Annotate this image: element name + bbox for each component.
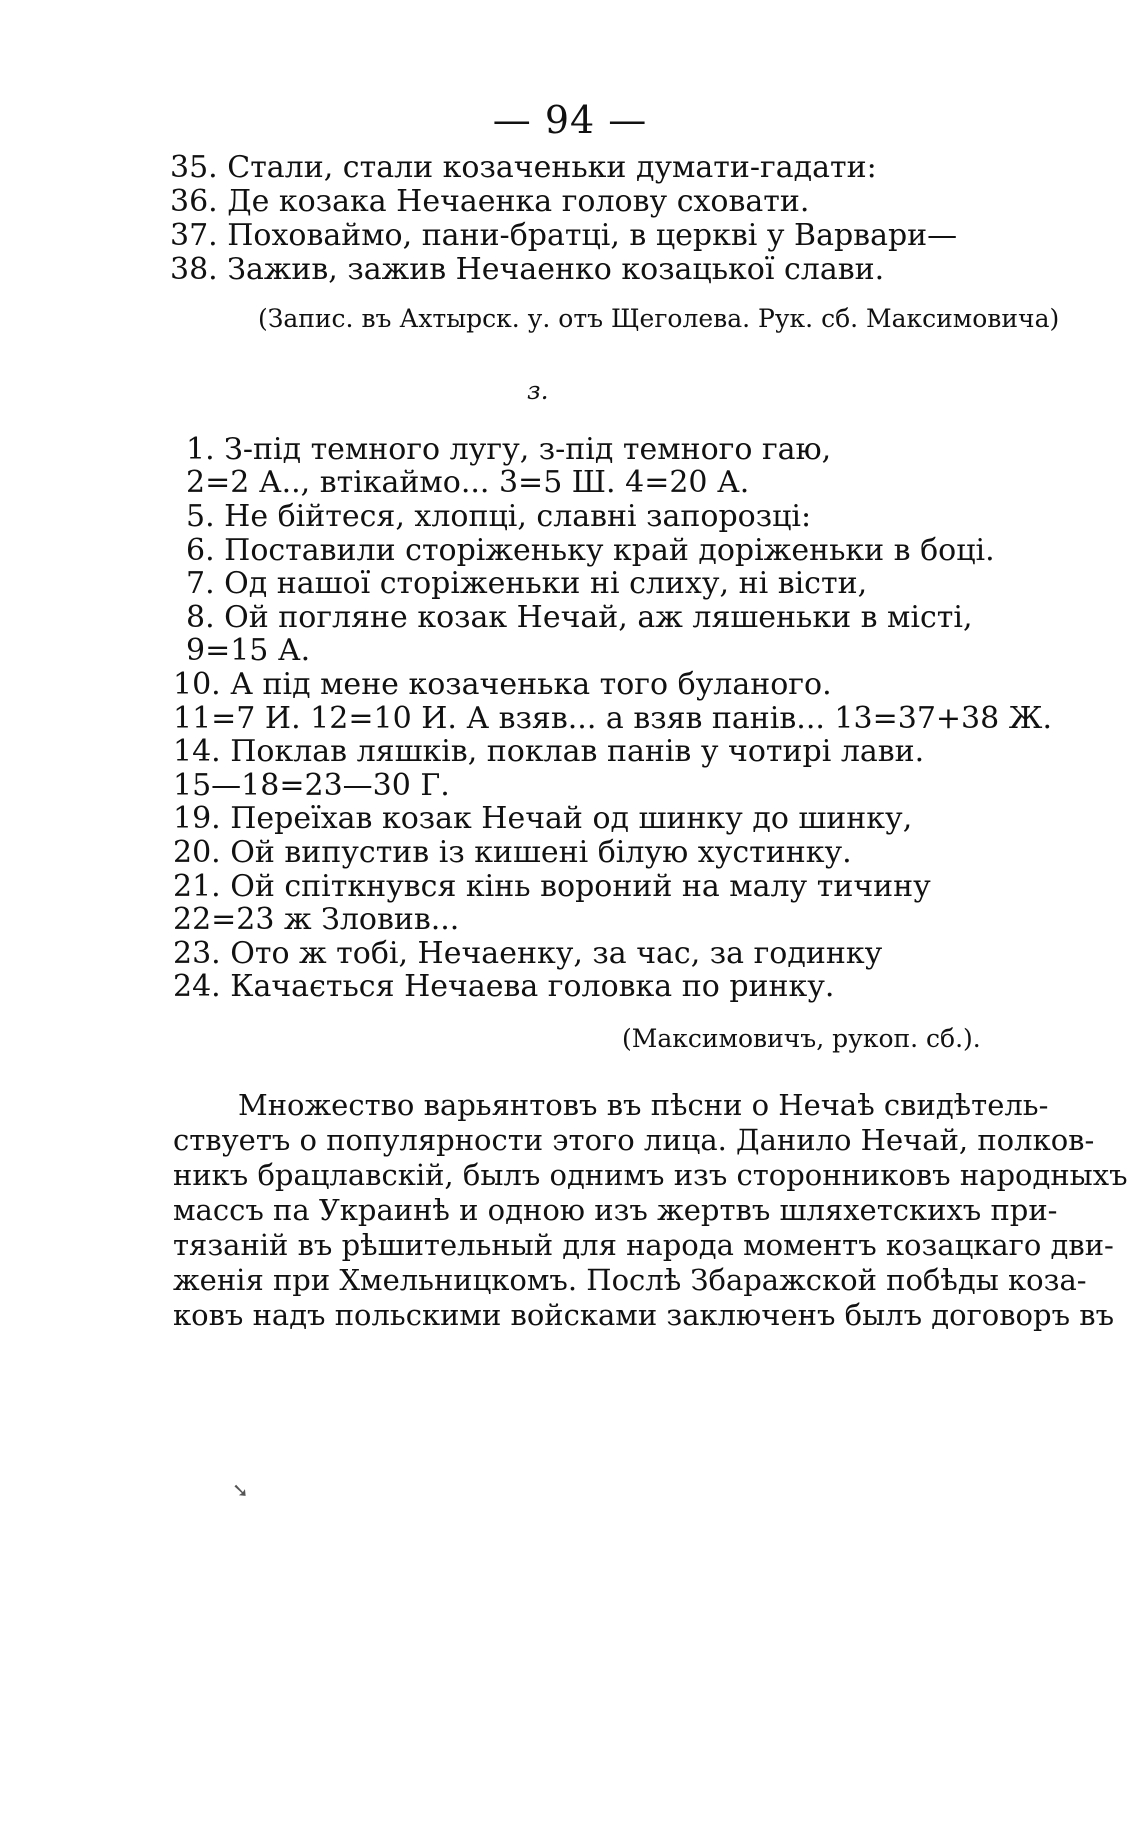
paragraph-line: массъ па Украинѣ и одною изъ жертвъ шляхетскихъ при- (173, 1193, 1058, 1227)
verse-line: 11=7 И. 12=10 И. А взяв... а взяв панів... 13=37+38 Ж. (173, 701, 1052, 736)
verse-line: 37. Поховаймо, пани-братці, в церкві у Варвари— (170, 218, 958, 253)
verse-line: 2=2 А.., втікаймо... 3=5 Ш. 4=20 А. (186, 465, 750, 500)
verse-line: 22=23 ж Зловив... (173, 902, 460, 937)
verse-line: 8. Ой погляне козак Нечай, аж ляшеньки в місті, (186, 600, 973, 635)
verse-line: 21. Ой спіткнувся кінь вороний на малу тичину (173, 869, 931, 904)
source-note: (Запис. въ Ахтырск. у. отъ Щеголева. Рук. сб. Максимовича) (258, 304, 1060, 333)
verse-line: 19. Переїхав козак Нечай од шинку до шинку, (173, 801, 913, 836)
section-label: з. (527, 376, 549, 405)
verse-line: 38. Зажив, зажив Нечаенко козацької слави. (170, 252, 885, 287)
paragraph-line: женія при Хмельницкомъ. Послѣ Збаражской побѣды коза- (173, 1263, 1087, 1297)
paragraph-line: тязаній въ рѣшительный для народа моментъ козацкаго дви- (173, 1228, 1114, 1262)
verse-line: 36. Де козака Нечаенка голову сховати. (170, 184, 810, 219)
ink-mark: ➘ (232, 1478, 249, 1502)
verse-line: 24. Качається Нечаева головка по ринку. (173, 969, 835, 1004)
paragraph-line: Множество варьянтовъ въ пѣсни о Нечаѣ свидѣтель- (238, 1088, 1049, 1122)
verse-line: 7. Од нашої сторіженьки ні слиху, ні вісти, (186, 566, 868, 601)
source-note: (Максимовичъ, рукоп. сб.). (622, 1024, 981, 1053)
verse-line: 5. Не бійтеся, хлопці, славні запорозці: (186, 499, 812, 534)
verse-line: 14. Поклав ляшків, поклав панів у чотирі лави. (173, 734, 925, 769)
verse-line: 20. Ой випустив із кишені білую хустинку. (173, 835, 852, 870)
verse-line: 35. Стали, стали козаченьки думати-гадати: (170, 150, 877, 185)
verse-line: 15—18=23—30 Г. (173, 768, 450, 803)
page-number: — 94 — (492, 98, 648, 142)
verse-line: 9=15 А. (186, 633, 311, 668)
verse-line: 6. Поставили сторіженьку край доріженьки в боці. (186, 533, 995, 568)
paragraph-line: ковъ надъ польскими войсками заключенъ былъ договоръ въ (173, 1298, 1115, 1332)
paragraph-line: никъ брацлавскій, былъ однимъ изъ сторонниковъ народныхъ (173, 1158, 1128, 1192)
verse-line: 1. З-під темного лугу, з-під темного гаю, (186, 432, 832, 467)
paragraph-line: ствуетъ о популярности этого лица. Данило Нечай, полков- (173, 1123, 1095, 1157)
verse-line: 23. Ото ж тобі, Нечаенку, за час, за годинку (173, 936, 883, 971)
verse-line: 10. А під мене козаченька того буланого. (173, 667, 832, 702)
